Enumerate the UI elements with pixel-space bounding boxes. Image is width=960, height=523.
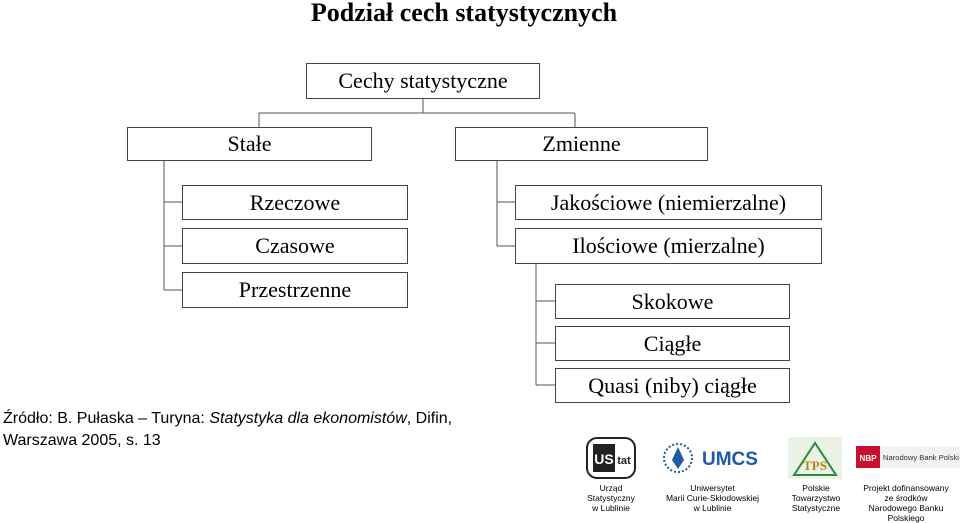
source-book-title: Statystyka dla ekonomistów <box>209 410 407 427</box>
umcs-caption: Uniwersytet Marii Curie-Skłodowskiej w Lublinie <box>665 483 760 513</box>
umcs-logo <box>660 440 764 476</box>
source-note <box>3 408 452 452</box>
nbp-logo-name: Narodowy Bank Polski <box>883 453 959 462</box>
nbp-caption: Projekt dofinansowany ze środków Narodowego Banku Polskiego <box>863 483 949 523</box>
ilosciowe-item-quasi: Quasi (niby) ciągłe <box>555 368 790 403</box>
root-node: Cechy statystyczne <box>306 63 540 99</box>
stale-node: Stałe <box>127 127 372 161</box>
umcs-crest-icon <box>660 440 764 476</box>
us-logo-mark2: tat <box>617 455 631 467</box>
us-logo-mark: US <box>594 451 614 467</box>
page-title: Podział cech statystycznych <box>310 0 618 27</box>
zmienne-node: Zmienne <box>455 127 708 161</box>
nbp-logo-icon <box>856 446 960 468</box>
source-prefix: Źródło: B. Pułaska – Turyna: <box>3 410 210 427</box>
nbp-logo-mark: NBP <box>859 454 877 463</box>
stale-item-przestrzenne: Przestrzenne <box>182 272 408 308</box>
stale-item-czasowe: Czasowe <box>182 228 408 264</box>
us-lublin-logo <box>584 436 638 480</box>
us-logo-icon <box>584 436 638 480</box>
ilosciowe-item-skokowe: Skokowe <box>555 284 790 319</box>
source-suffix: , Difin, <box>406 410 453 427</box>
zmienne-item-jakosciowe: Jakościowe (niemierzalne) <box>515 185 822 220</box>
us-caption: Urząd Statystyczny w Lublinie <box>587 483 635 513</box>
nbp-logo <box>856 446 960 468</box>
pts-logo-icon <box>788 437 842 479</box>
pts-caption: Polskie Towarzystwo Statystyczne <box>791 483 841 513</box>
umcs-logo-mark: UMCS <box>702 449 758 470</box>
zmienne-item-ilosciowe: Ilościowe (mierzalne) <box>515 228 822 264</box>
ilosciowe-item-ciagle: Ciągłe <box>555 326 790 361</box>
pts-logo-mark: TPS <box>803 458 827 473</box>
source-line2: Warszawa 2005, s. 13 <box>3 432 161 449</box>
stale-item-rzeczowe: Rzeczowe <box>182 185 408 220</box>
pts-logo <box>788 437 842 479</box>
